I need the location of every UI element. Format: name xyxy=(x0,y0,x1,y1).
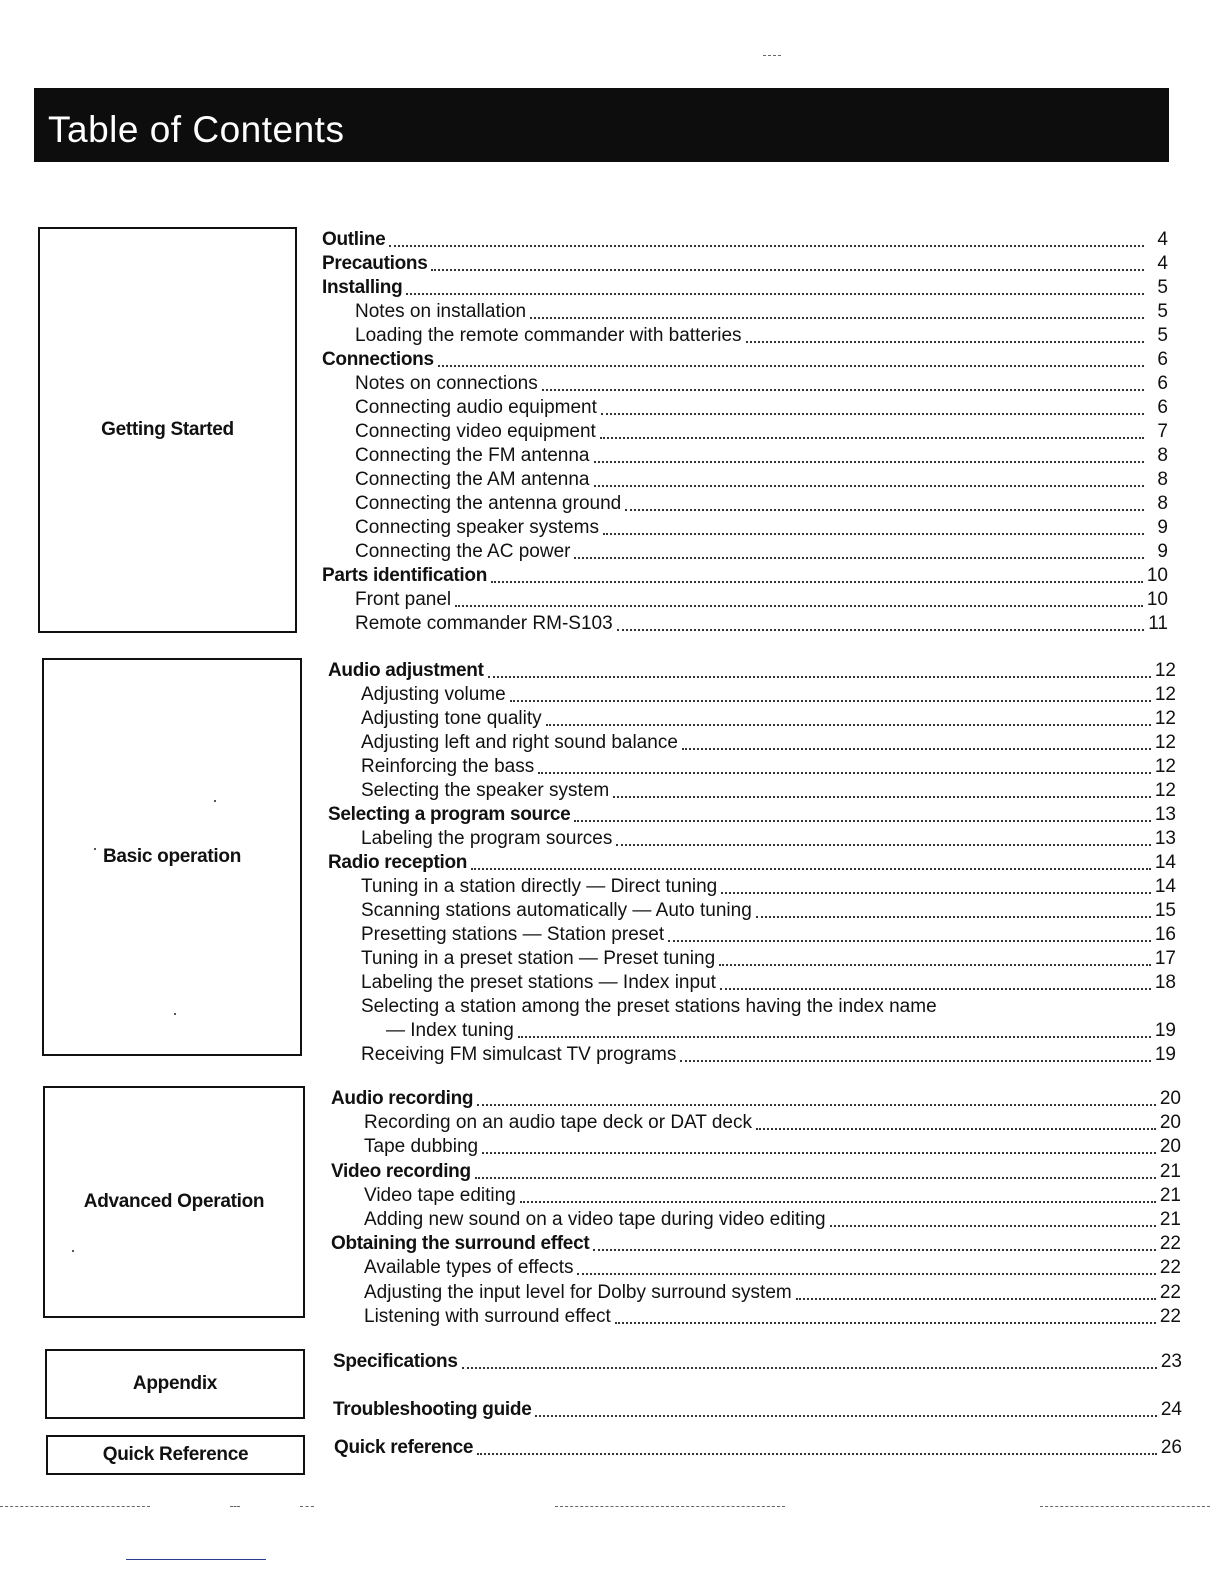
entry-page-number: 16 xyxy=(1154,924,1176,945)
page-title: Table of Contents xyxy=(48,109,345,150)
entry-title: Receiving FM simulcast TV programs xyxy=(361,1044,677,1065)
entry-title: Notes on connections xyxy=(355,373,538,394)
toc-entry[interactable] xyxy=(328,850,1176,874)
entry-page-number: 21 xyxy=(1159,1161,1181,1182)
toc-entry[interactable] xyxy=(361,826,1176,850)
scan-speck xyxy=(94,848,96,850)
entry-title: Adjusting left and right sound balance xyxy=(361,732,678,753)
toc-entry[interactable] xyxy=(361,874,1176,898)
entry-page-number: 8 xyxy=(1157,445,1168,466)
toc-entry[interactable] xyxy=(364,1280,1181,1304)
entry-title: Selecting a program source xyxy=(328,804,571,825)
entry-page-number: 15 xyxy=(1154,900,1176,921)
dot-leader xyxy=(601,413,1144,415)
toc-entry[interactable] xyxy=(364,1183,1181,1207)
toc-entry[interactable] xyxy=(361,1042,1176,1066)
entry-title: Remote commander RM-S103 xyxy=(355,613,613,634)
bottom-blue-line xyxy=(126,1559,266,1560)
entry-page-number: 9 xyxy=(1157,541,1168,562)
toc-entry[interactable] xyxy=(361,970,1176,994)
dot-leader xyxy=(477,1453,1157,1455)
entry-page-number: 11 xyxy=(1148,613,1168,634)
toc-entry[interactable] xyxy=(361,898,1176,922)
entry-title: Connecting audio equipment xyxy=(355,397,597,418)
entry-page-number: 12 xyxy=(1154,660,1176,681)
toc-entry[interactable] xyxy=(361,682,1176,706)
dot-leader xyxy=(389,245,1144,247)
dot-leader xyxy=(477,1104,1156,1106)
entry-title: Quick reference xyxy=(334,1437,474,1458)
dot-leader xyxy=(682,748,1151,750)
dot-leader xyxy=(431,269,1144,271)
dot-leader xyxy=(746,341,1144,343)
scan-speck xyxy=(214,800,216,802)
dot-leader xyxy=(668,940,1151,942)
section-label: Advanced Operation xyxy=(83,1191,265,1212)
toc-entry[interactable] xyxy=(355,395,1168,419)
dot-leader xyxy=(593,1249,1156,1251)
toc-entry[interactable] xyxy=(361,946,1176,970)
dot-leader xyxy=(535,1415,1156,1417)
toc-entry[interactable] xyxy=(364,1110,1181,1134)
entry-page-number: 24 xyxy=(1160,1399,1182,1420)
entry-page-number: 12 xyxy=(1154,708,1176,729)
entry-title: Adding new sound on a video tape during video editing xyxy=(364,1209,826,1230)
entry-title: Available types of effects xyxy=(364,1257,574,1278)
dot-leader xyxy=(574,557,1144,559)
entry-page-number: 19 xyxy=(1154,1020,1176,1041)
dot-leader xyxy=(462,1367,1157,1369)
entry-page-number: 5 xyxy=(1157,277,1168,298)
dot-leader xyxy=(471,868,1151,870)
entry-page-number: 13 xyxy=(1154,804,1176,825)
toc-entry[interactable] xyxy=(355,539,1168,563)
entry-page-number: 14 xyxy=(1154,876,1176,897)
entry-page-number: 6 xyxy=(1157,349,1168,370)
toc-entry[interactable] xyxy=(328,658,1176,682)
dot-leader xyxy=(720,988,1151,990)
dot-leader xyxy=(756,1128,1156,1130)
dot-leader xyxy=(756,916,1151,918)
dot-leader xyxy=(482,1152,1156,1154)
entry-title: Connecting video equipment xyxy=(355,421,596,442)
entry-page-number: 8 xyxy=(1157,493,1168,514)
entry-title: Labeling the preset stations — Index input xyxy=(361,972,716,993)
entry-title: Obtaining the surround effect xyxy=(331,1233,590,1254)
bottom-rule xyxy=(555,1506,785,1507)
entry-page-number: 12 xyxy=(1154,684,1176,705)
title-banner xyxy=(34,88,1169,162)
dot-leader xyxy=(615,1322,1156,1324)
entry-title: Parts identification xyxy=(322,565,488,586)
entry-page-number: 23 xyxy=(1160,1351,1182,1372)
entry-title: Labeling the program sources xyxy=(361,828,613,849)
toc-entry[interactable] xyxy=(364,1304,1181,1328)
entry-title: Specifications xyxy=(333,1351,458,1372)
entry-title: — Index tuning xyxy=(386,1020,514,1041)
entry-page-number: 5 xyxy=(1157,301,1168,322)
entry-page-number: 5 xyxy=(1157,325,1168,346)
entry-page-number: 20 xyxy=(1159,1136,1181,1157)
dot-leader xyxy=(603,533,1144,535)
entry-page-number: 8 xyxy=(1157,469,1168,490)
section-label: Getting Started xyxy=(101,419,234,440)
dot-leader xyxy=(438,365,1144,367)
top-mark xyxy=(763,55,781,56)
entry-title: Video tape editing xyxy=(364,1185,516,1206)
entry-title: Connecting speaker systems xyxy=(355,517,599,538)
entry-page-number: 22 xyxy=(1159,1257,1181,1278)
toc-entry[interactable] xyxy=(355,299,1168,323)
entry-title: Connecting the AM antenna xyxy=(355,469,590,490)
entry-title: Audio recording xyxy=(331,1088,474,1109)
entry-page-number: 18 xyxy=(1154,972,1176,993)
dot-leader xyxy=(455,605,1143,607)
dot-leader xyxy=(542,389,1144,391)
entry-page-number: 6 xyxy=(1157,397,1168,418)
entry-title: Installing xyxy=(322,277,403,298)
section-box xyxy=(46,1435,305,1475)
entry-title: Adjusting the input level for Dolby surround system xyxy=(364,1282,792,1303)
entry-title: Recording on an audio tape deck or DAT deck xyxy=(364,1112,752,1133)
toc-entry[interactable] xyxy=(322,563,1168,587)
entry-title: Precautions xyxy=(322,253,428,274)
dot-leader xyxy=(475,1177,1156,1179)
entry-title: Audio adjustment xyxy=(328,660,484,681)
dot-leader xyxy=(538,772,1151,774)
toc-entry[interactable] xyxy=(331,1231,1181,1255)
entry-page-number: 10 xyxy=(1146,565,1168,586)
toc-entry[interactable] xyxy=(361,778,1176,802)
entry-page-number: 20 xyxy=(1159,1088,1181,1109)
entry-page-number: 7 xyxy=(1157,421,1168,442)
dot-leader xyxy=(574,820,1150,822)
bottom-rule xyxy=(1040,1506,1210,1507)
entry-title: Scanning stations automatically — Auto tuning xyxy=(361,900,752,921)
entry-title: Selecting the speaker system xyxy=(361,780,610,801)
toc-entry[interactable] xyxy=(333,1397,1182,1421)
section-box xyxy=(42,658,302,1056)
section-box xyxy=(43,1086,305,1318)
toc-entry[interactable] xyxy=(355,515,1168,539)
entry-title: Outline xyxy=(322,229,386,250)
scan-speck xyxy=(72,1250,74,1252)
toc-entry[interactable] xyxy=(364,1207,1181,1231)
entry-page-number: 9 xyxy=(1157,517,1168,538)
dot-leader xyxy=(518,1036,1151,1038)
dot-leader xyxy=(520,1201,1156,1203)
section-label: Quick Reference xyxy=(102,1444,249,1465)
entry-title: Front panel xyxy=(355,589,452,610)
entry-title: Listening with surround effect xyxy=(364,1306,611,1327)
entry-page-number: 12 xyxy=(1154,756,1176,777)
entry-page-number: 22 xyxy=(1159,1233,1181,1254)
toc-entry[interactable] xyxy=(334,1435,1182,1459)
dot-leader xyxy=(680,1060,1151,1062)
entry-title: Tape dubbing xyxy=(364,1136,479,1157)
entry-page-number: 21 xyxy=(1159,1185,1181,1206)
toc-entry[interactable] xyxy=(364,1255,1181,1279)
entry-page-number: 26 xyxy=(1160,1437,1182,1458)
toc-entry[interactable] xyxy=(355,587,1168,611)
section-box xyxy=(45,1349,305,1419)
bottom-rule xyxy=(300,1506,314,1507)
toc-entry[interactable] xyxy=(355,323,1168,347)
entry-title: Notes on installation xyxy=(355,301,527,322)
entry-title: Loading the remote commander with batteries xyxy=(355,325,742,346)
entry-title: Troubleshooting guide xyxy=(333,1399,532,1420)
dot-leader xyxy=(830,1225,1156,1227)
toc-entry[interactable] xyxy=(355,419,1168,443)
dot-leader xyxy=(613,796,1151,798)
entry-title: Tuning in a station directly — Direct tuning xyxy=(361,876,718,897)
entry-title: Connections xyxy=(322,349,434,370)
toc-entry[interactable] xyxy=(355,443,1168,467)
toc-entry[interactable] xyxy=(355,467,1168,491)
entry-title: Adjusting volume xyxy=(361,684,506,705)
toc-entry[interactable] xyxy=(331,1159,1181,1183)
dot-leader xyxy=(530,317,1144,319)
section-label: Appendix xyxy=(132,1373,218,1394)
section-box xyxy=(38,227,297,633)
dot-leader xyxy=(594,485,1144,487)
entry-page-number: 6 xyxy=(1157,373,1168,394)
scan-speck xyxy=(174,1013,176,1015)
toc-entry[interactable] xyxy=(328,802,1176,826)
toc-entry[interactable] xyxy=(333,1349,1182,1373)
entry-title: Connecting the antenna ground xyxy=(355,493,622,514)
toc-entry[interactable] xyxy=(361,730,1176,754)
toc-entry[interactable] xyxy=(322,251,1168,275)
dot-leader xyxy=(625,509,1144,511)
toc-entry[interactable] xyxy=(331,1086,1181,1110)
entry-title: Presetting stations — Station preset xyxy=(361,924,665,945)
toc-entry[interactable] xyxy=(355,371,1168,395)
dot-leader xyxy=(719,964,1151,966)
entry-title: Tuning in a preset station — Preset tuning xyxy=(361,948,716,969)
dot-leader xyxy=(721,892,1151,894)
toc-entry[interactable] xyxy=(364,1134,1181,1158)
entry-page-number: 12 xyxy=(1154,732,1176,753)
entry-page-number: 22 xyxy=(1159,1282,1181,1303)
bottom-rule xyxy=(230,1506,240,1507)
toc-entry[interactable] xyxy=(361,706,1176,730)
entry-page-number: 22 xyxy=(1159,1306,1181,1327)
entry-page-number: 19 xyxy=(1154,1044,1176,1065)
dot-leader xyxy=(600,437,1144,439)
toc-entry[interactable] xyxy=(355,491,1168,515)
dot-leader xyxy=(616,844,1150,846)
toc-entry[interactable] xyxy=(361,922,1176,946)
entry-page-number: 17 xyxy=(1154,948,1176,969)
dot-leader xyxy=(577,1273,1155,1275)
toc-entry[interactable] xyxy=(322,275,1168,299)
entry-title: Video recording xyxy=(331,1161,471,1182)
entry-page-number: 4 xyxy=(1157,253,1168,274)
entry-title: Connecting the AC power xyxy=(355,541,571,562)
dot-leader xyxy=(796,1298,1156,1300)
toc-entry[interactable] xyxy=(355,611,1168,635)
dot-leader xyxy=(546,724,1151,726)
entry-page-number: 14 xyxy=(1154,852,1176,873)
entry-title: Selecting a station among the preset stations having the index name xyxy=(361,996,937,1017)
entry-page-number: 12 xyxy=(1154,780,1176,801)
dot-leader xyxy=(488,676,1151,678)
dot-leader xyxy=(617,629,1144,631)
entry-page-number: 20 xyxy=(1159,1112,1181,1133)
toc-entry[interactable] xyxy=(322,227,1168,251)
entry-title: Connecting the FM antenna xyxy=(355,445,590,466)
dot-leader xyxy=(510,700,1151,702)
dot-leader xyxy=(594,461,1145,463)
section-label: Basic operation xyxy=(102,846,242,867)
dot-leader xyxy=(491,581,1143,583)
entry-title: Radio reception xyxy=(328,852,468,873)
bottom-rule xyxy=(0,1506,150,1507)
toc-entry[interactable] xyxy=(361,754,1176,778)
toc-entry[interactable] xyxy=(386,1018,1176,1042)
toc-entry[interactable] xyxy=(322,347,1168,371)
toc-entry[interactable] xyxy=(361,994,1176,1018)
dot-leader xyxy=(406,293,1144,295)
entry-page-number: 21 xyxy=(1159,1209,1181,1230)
entry-page-number: 13 xyxy=(1154,828,1176,849)
entry-page-number: 4 xyxy=(1157,229,1168,250)
entry-title: Adjusting tone quality xyxy=(361,708,542,729)
entry-page-number: 10 xyxy=(1146,589,1168,610)
entry-title: Reinforcing the bass xyxy=(361,756,535,777)
